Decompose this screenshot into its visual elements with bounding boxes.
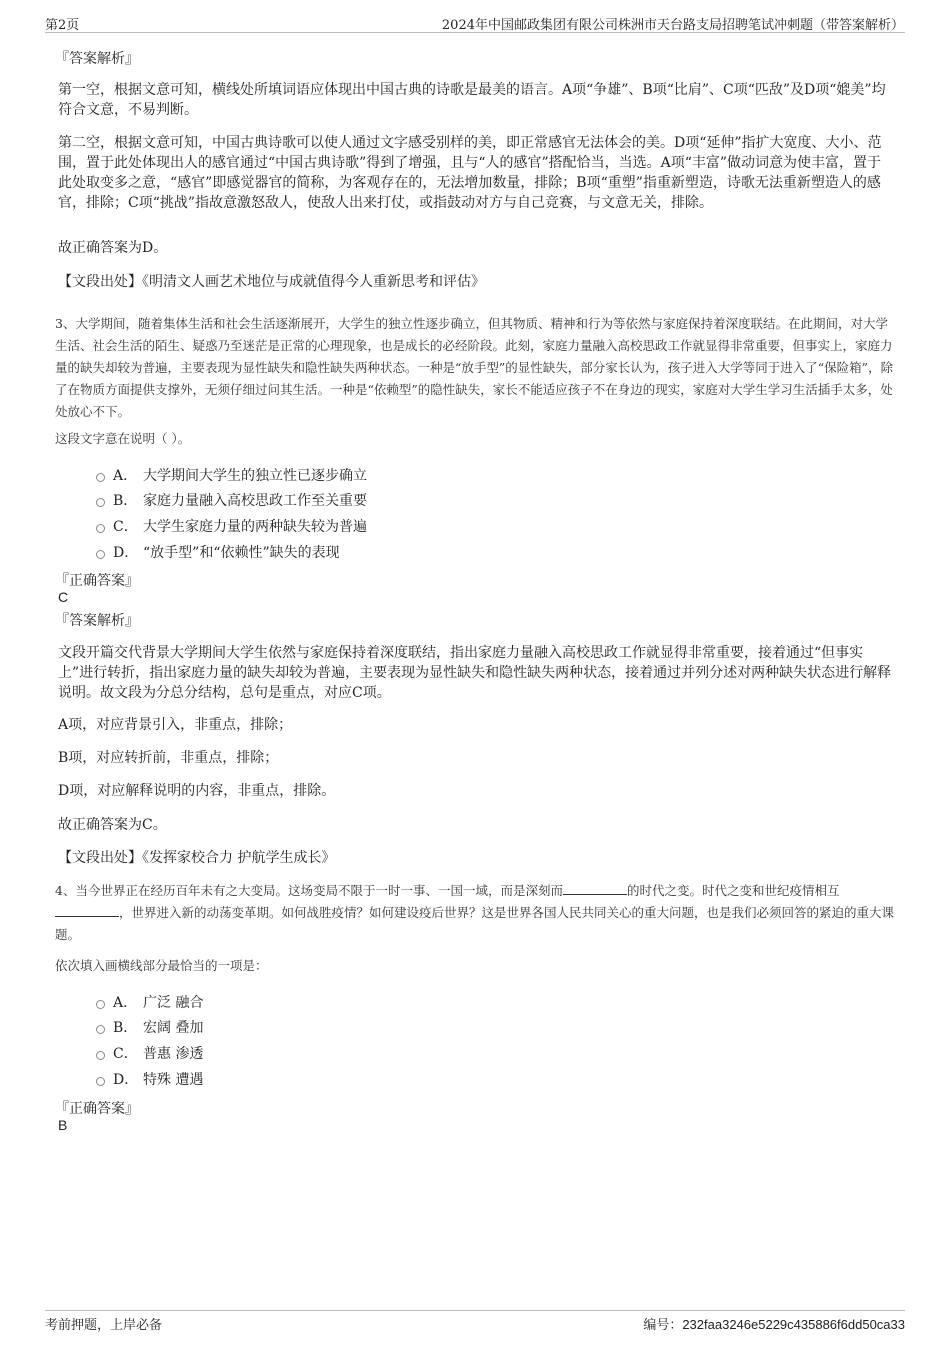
radio-icon[interactable] bbox=[96, 498, 105, 507]
option-letter: A． bbox=[113, 995, 138, 1011]
radio-icon[interactable] bbox=[96, 1025, 105, 1034]
radio-icon[interactable] bbox=[96, 473, 105, 482]
option-text: 宏阔 叠加 bbox=[143, 1020, 204, 1036]
q4-correct-label: 『正确答案』 bbox=[55, 1101, 139, 1117]
option-letter: C． bbox=[113, 1046, 138, 1062]
fill-blank-1 bbox=[563, 882, 627, 895]
option-text: “放手型”和“依赖性”缺失的表现 bbox=[143, 545, 340, 561]
q2-analysis-p2: 第二空，根据文意可知，中国古典诗歌可以使人通过文字感受别样的美，即正常感官无法体会的美。D项“延伸”指扩大宽度、大小、范围，置于此处体现出人的感官通过“中国古典诗歌”得到了增强，且与“人的感官”搭配恰当，当选。A项“丰富”做动词意为使丰富，置于此处取变多之意，“感官”即感觉器官的简称，为客观存在的，无法增加数量，排除；B项“重塑”指重新塑造，诗歌无法重新塑造人的感官，排除；C项“挑战”指故意激怒敌人，使敌人出来打仗，或指鼓动对方与自己竞赛，与文意无关，排除。 bbox=[58, 135, 882, 211]
radio-icon[interactable] bbox=[96, 1051, 105, 1060]
option-letter: D． bbox=[113, 545, 139, 561]
option-letter: D． bbox=[113, 1072, 139, 1088]
q3-option-a[interactable] bbox=[96, 465, 367, 485]
option-text: 大学期间大学生的独立性已逐步确立 bbox=[143, 468, 367, 484]
q2-source: 【文段出处】《明清文人画艺术地位与成就值得今人重新思考和评估》 bbox=[58, 274, 485, 290]
option-text: 普惠 渗透 bbox=[143, 1046, 204, 1062]
q3-option-d[interactable] bbox=[96, 542, 340, 562]
q3-correct-label: 『正确答案』 bbox=[55, 573, 139, 589]
option-letter: C． bbox=[113, 519, 138, 535]
q4-stem-part3: ，世界进入新的动荡变革期。如何战胜疫情？如何建设疫后世界？这是世界各国人民共同关心的重大问题，也是我们必须回答的紧迫的重大课题。 bbox=[55, 905, 895, 942]
q2-conclusion: 故正确答案为D。 bbox=[58, 240, 168, 256]
footer-code bbox=[643, 1314, 905, 1333]
radio-icon[interactable] bbox=[96, 1000, 105, 1009]
q4-stem bbox=[55, 880, 897, 946]
q3-question: 这段文字意在说明（ ）。 bbox=[55, 431, 191, 446]
page-number: 第2页 bbox=[45, 18, 80, 33]
footer-slogan: 考前押题，上岸必备 bbox=[45, 1318, 163, 1333]
footer-code-label: 编号： bbox=[643, 1318, 683, 1333]
q3-note-b: B项，对应转折前，非重点，排除； bbox=[58, 750, 279, 766]
q4-question: 依次填入画横线部分最恰当的一项是： bbox=[55, 958, 268, 973]
q3-option-b[interactable] bbox=[96, 490, 367, 510]
q2-analysis-p1: 第一空，根据文意可知，横线处所填词语应体现出中国古典的诗歌是最美的语言。A项“争雄”、B项“比肩”、C项“匹敌”及D项“媲美”均符合文意，不易判断。 bbox=[58, 82, 886, 118]
q4-option-d[interactable] bbox=[96, 1069, 203, 1089]
q3-analysis: 文段开篇交代背景大学期间大学生依然与家庭保持着深度联结，指出家庭力量融入高校思政工作就显得非常重要，接着通过“但事实上”进行转折，指出家庭力量的缺失却较为普遍，主要表现为显性缺失和隐性缺失两种状态，接着通过并列分述对两种缺失状态进行解释说明。故文段为分总分结构，总句是重点，对应C项。 bbox=[58, 645, 892, 701]
q4-correct-answer: B bbox=[58, 1117, 68, 1133]
radio-icon[interactable] bbox=[96, 524, 105, 533]
q3-correct-answer: C bbox=[58, 589, 69, 605]
footer-divider bbox=[45, 1310, 905, 1311]
q3-option-c[interactable] bbox=[96, 516, 367, 536]
q4-option-b[interactable] bbox=[96, 1017, 203, 1037]
q3-analysis-label: 『答案解析』 bbox=[55, 613, 139, 629]
document-title: 2024年中国邮政集团有限公司株洲市天台路支局招聘笔试冲刺题（带答案解析） bbox=[441, 18, 904, 33]
q3-note-d: D项，对应解释说明的内容，非重点，排除。 bbox=[58, 783, 336, 799]
option-text: 大学生家庭力量的两种缺失较为普遍 bbox=[143, 519, 367, 535]
header-divider bbox=[45, 32, 905, 33]
q4-stem-part2: 的时代之变。时代之变和世纪疫情相互 bbox=[626, 883, 840, 898]
q3-source: 【文段出处】《发挥家校合力 护航学生成长》 bbox=[58, 850, 336, 866]
q3-conclusion: 故正确答案为C。 bbox=[58, 817, 167, 833]
option-letter: A． bbox=[113, 468, 138, 484]
q4-option-a[interactable] bbox=[96, 992, 203, 1012]
q3-note-a: A项，对应背景引入，非重点，排除； bbox=[58, 717, 293, 733]
q3-stem: 3、大学期间，随着集体生活和社会生活逐渐展开，大学生的独立性逐步确立，但其物质、精神和行为等依然与家庭保持着深度联结。在此期间，对大学生活、社会生活的陌生、疑惑乃至迷茫是正常的心理现象，也是成长的必经阶段。此刻，家庭力量融入高校思政工作就显得非常重要，但事实上，家庭力量的缺失却较为普遍，主要表现为显性缺失和隐性缺失两种状态。一种是“放手型”的显性缺失，部分家长认为，孩子进入大学等同于进入了“保险箱”，除了在物质方面提供支撑外，无须仔细过问其生活。一种是“依赖型”的隐性缺失，家长不能适应孩子不在身边的现实，家庭对大学生学习生活插手太多，处处放心不下。 bbox=[55, 316, 894, 419]
option-letter: B． bbox=[113, 1020, 138, 1036]
option-text: 家庭力量融入高校思政工作至关重要 bbox=[143, 493, 367, 509]
q4-stem-part1: 4、当今世界正在经历百年未有之大变局。这场变局不限于一时一事、一国一域，而是深刻而 bbox=[55, 883, 563, 898]
radio-icon[interactable] bbox=[96, 1077, 105, 1086]
option-letter: B． bbox=[113, 493, 138, 509]
fill-blank-2 bbox=[55, 904, 119, 917]
option-text: 广泛 融合 bbox=[143, 995, 204, 1011]
option-text: 特殊 遭遇 bbox=[143, 1072, 204, 1088]
q4-option-c[interactable] bbox=[96, 1043, 203, 1063]
footer-code-value: 232faa3246e5229c435886f6dd50ca33 bbox=[682, 1317, 905, 1332]
radio-icon[interactable] bbox=[96, 550, 105, 559]
q2-analysis-label: 『答案解析』 bbox=[55, 51, 139, 67]
